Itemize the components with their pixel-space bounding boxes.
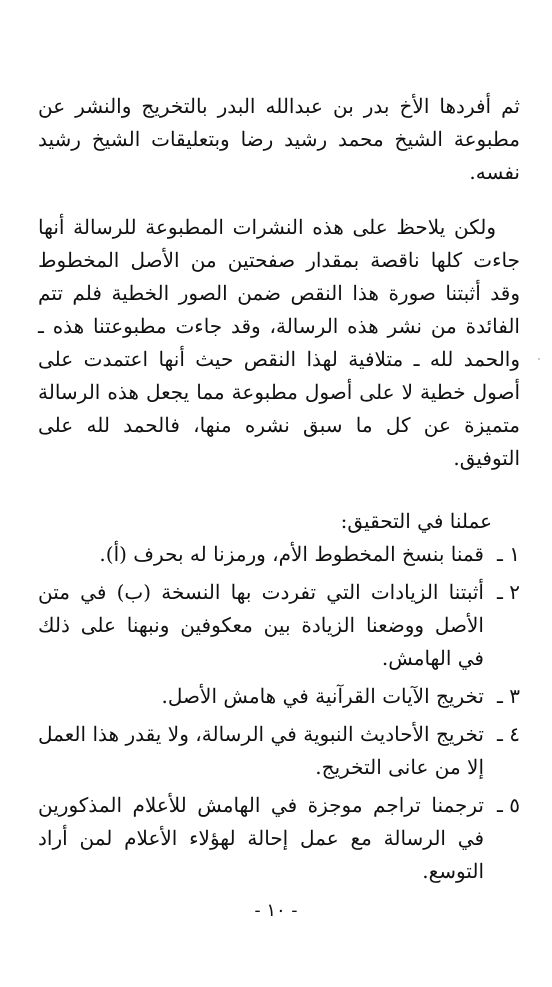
paragraph-text: ثم أفردها الأخ بدر بن عبدالله البدر بالتخريج والنشر عن مطبوعة الشيخ محمد رشيد رضا وبتعليقات الشيخ رشيد نفسه. [38,94,520,184]
list-item [38,718,520,784]
list-item-text: قمنا بنسخ المخطوط الأم، ورمزنا له بحرف (أ). [99,542,484,566]
section-heading: عملنا في التحقيق: [340,509,492,533]
list-item-text: تخريج الآيات القرآنية في هامش الأصل. [161,684,484,708]
list-item-number: ٥ ـ [497,793,520,817]
list-item [38,538,520,571]
scan-speck [538,358,540,360]
list-item [38,680,520,713]
list-item [38,789,520,888]
list-item-text: تخريج الأحاديث النبوية في الرسالة، ولا يقدر هذا العمل إلا من عانى التخريج. [38,722,484,779]
page-number: - ١٠ - [254,900,298,921]
numbered-list [38,538,520,893]
list-item-number: ١ ـ [497,542,520,566]
paragraph-text: ولكن يلاحظ على هذه النشرات المطبوعة للرسالة أنها جاءت كلها ناقصة بمقدار صفحتين من الأصل المخطوط وقد أثبتنا صورة هذا النقص ضمن الصور الخطية فلم تتم الفائدة من نشر هذه الرسالة، وقد جاءت مطبوعتنا هذه ـ والحمد لله ـ متلافية لهذا النقص حيث أنها اعتمدت على أصول خطية لا على أصول مطبوعة مما يجعل هذه الرسالة متميزة عن كل ما سبق نشره منها، فالحمد لله على التوفيق. [38,215,520,470]
list-item-text: ترجمنا تراجم موجزة في الهامش للأعلام المذكورين في الرسالة مع عمل إحالة لهؤلاء الأعلام لمن أراد التوسع. [38,793,484,883]
intro-paragraph [38,90,520,189]
list-item-text: أثبتنا الزيادات التي تفردت بها النسخة (ب) في متن الأصل ووضعنا الزيادة بين معكوفين ونبهنا على ذلك في الهامش. [38,580,484,670]
list-item [38,576,520,675]
list-item-number: ٢ ـ [497,580,520,604]
note-paragraph [38,211,520,475]
list-item-number: ٤ ـ [497,722,520,746]
list-item-number: ٣ ـ [497,684,520,708]
